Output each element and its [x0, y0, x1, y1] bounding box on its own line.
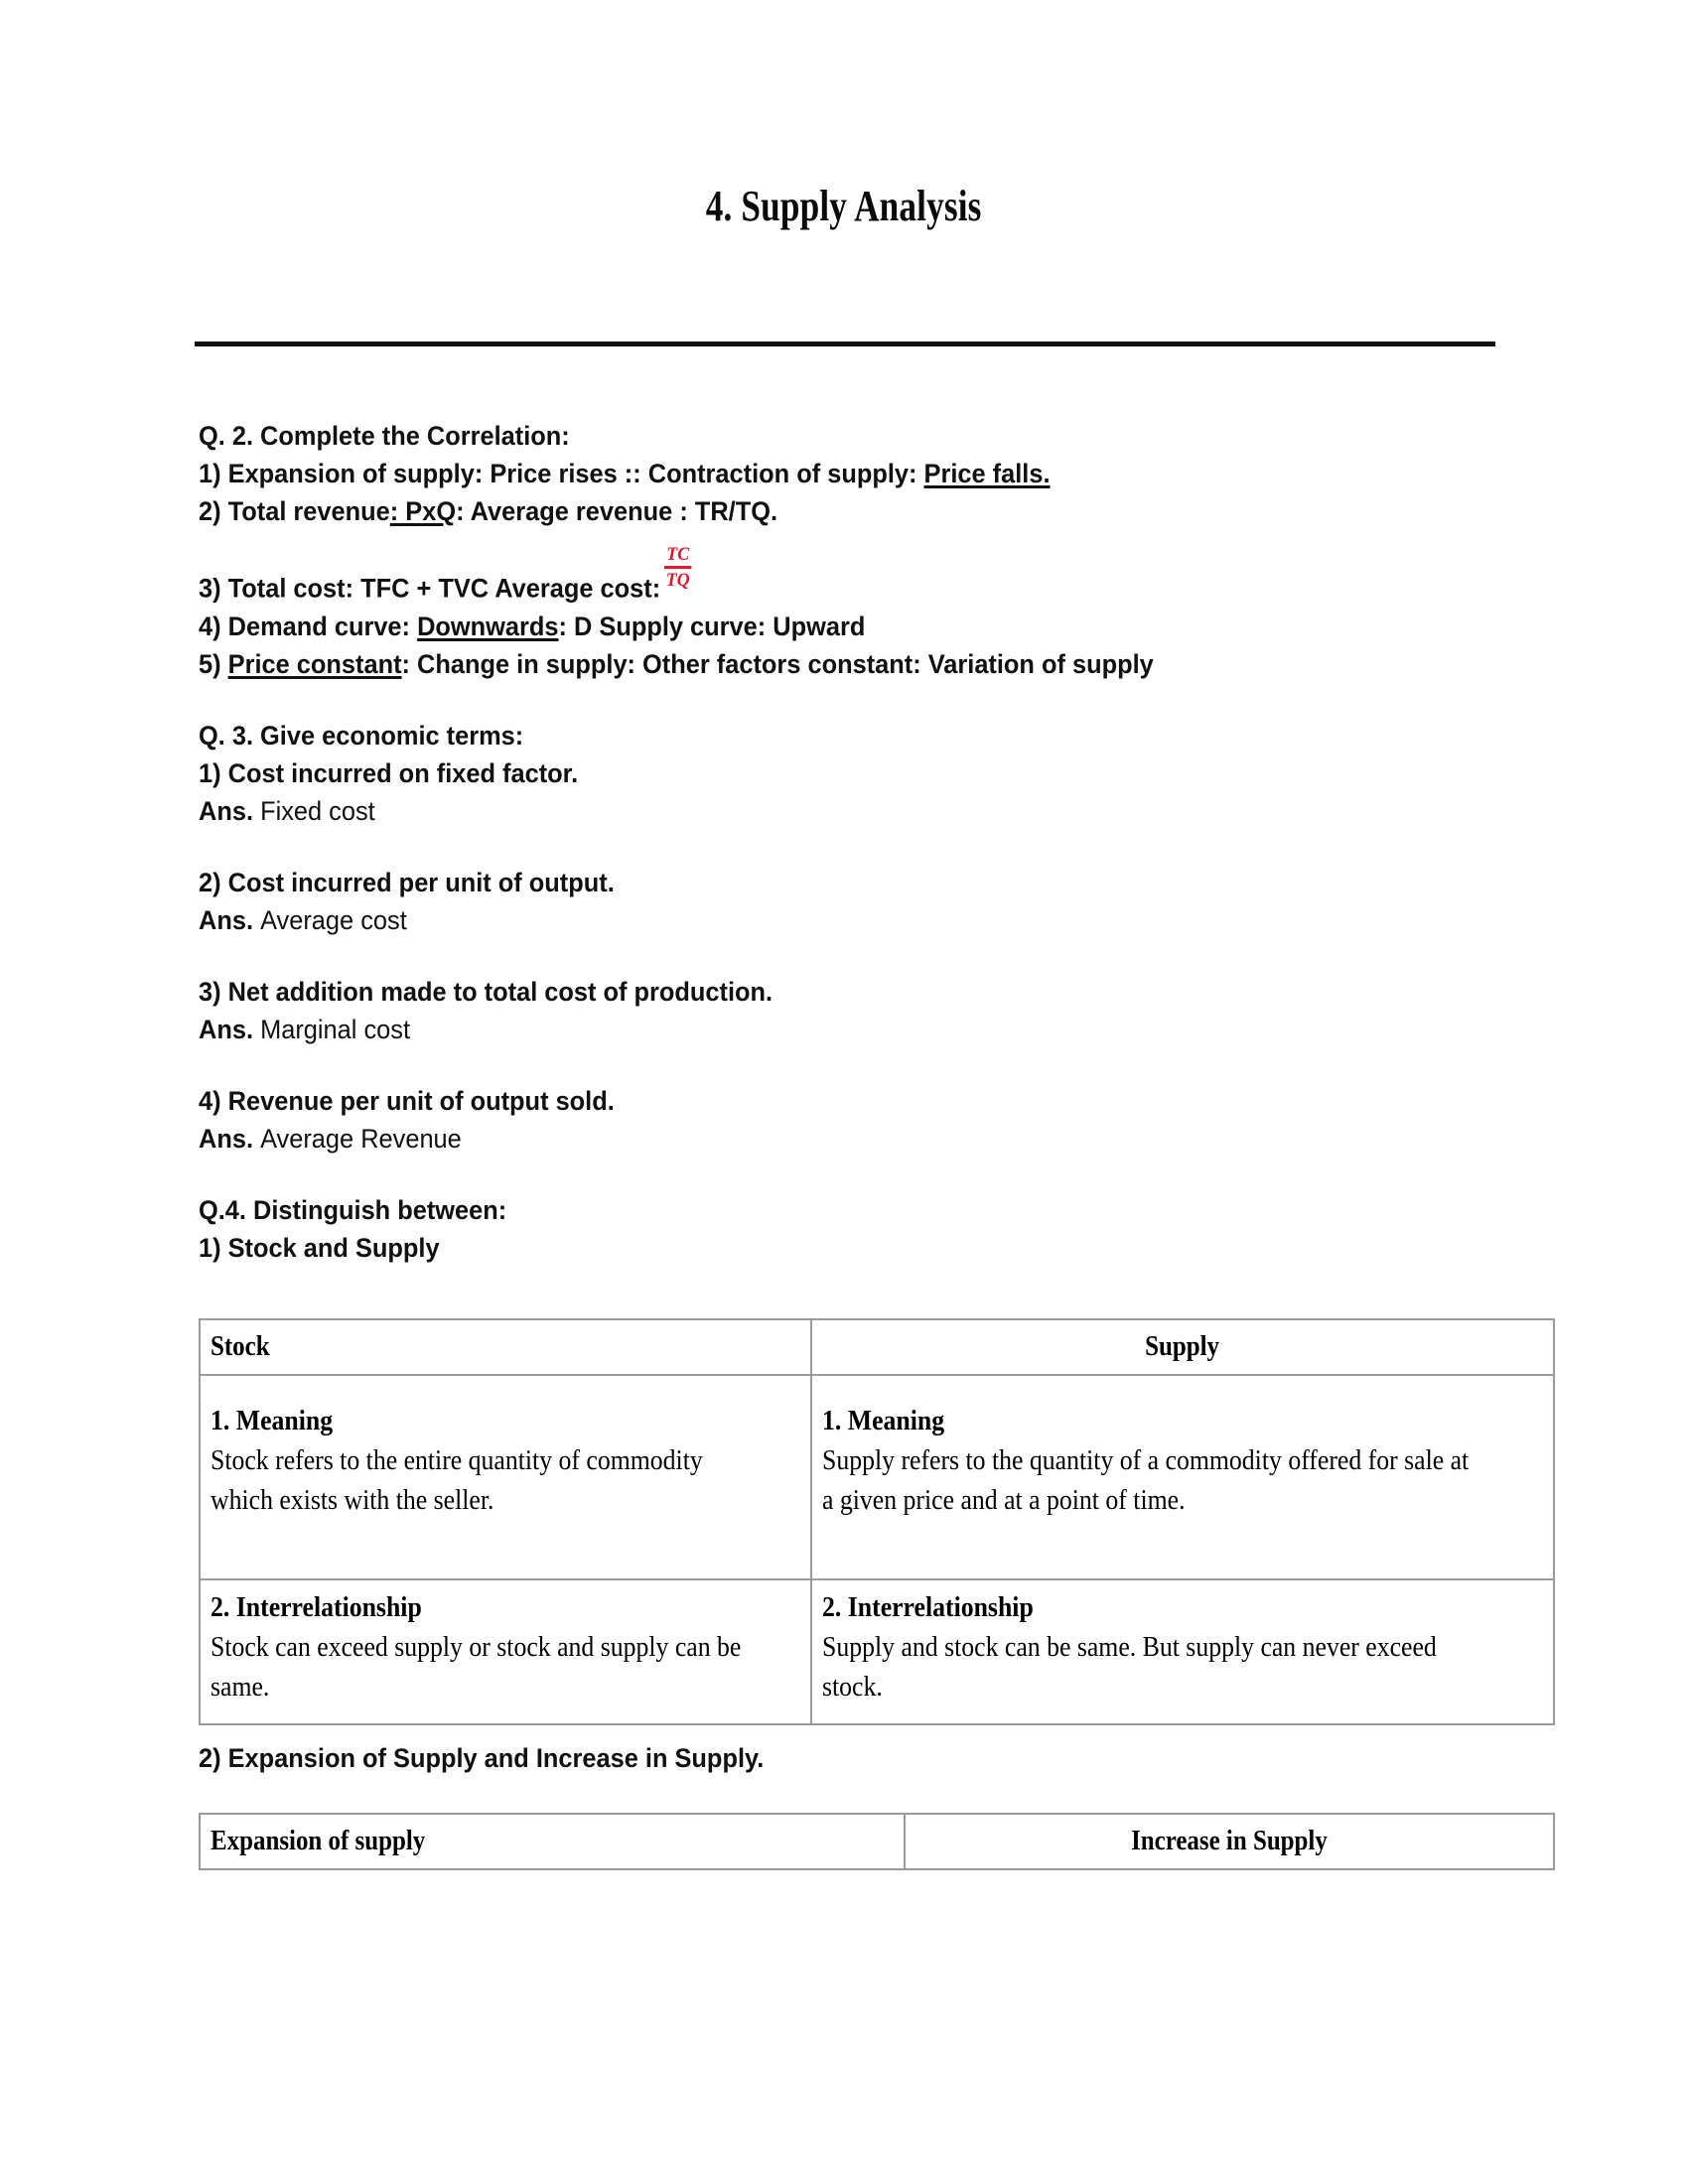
q2-item-2-answer: : PxQ [389, 496, 457, 526]
q2-item-4-number: 4) [199, 611, 221, 641]
q2-item-5-post: : Change in supply: Other factors constant: Variation of supply [401, 648, 1154, 679]
spacer [199, 683, 1509, 717]
q3-item-2-text: Cost incurred per unit of output. [227, 867, 615, 897]
table-header-supply-label: Supply [1145, 1330, 1220, 1362]
q2-item-2-post: : Average revenue : TR/TQ. [456, 496, 778, 526]
table-header-supply [811, 1319, 1554, 1375]
table-expansion-and-increase [199, 1813, 1555, 1870]
spacer [199, 1048, 1509, 1082]
q3-item-3-ans-label: Ans. [199, 1014, 254, 1044]
cell-text: Supply refers to the quantity of a commodity offered for sale at a given price and at a point of time. [822, 1445, 1470, 1516]
q3-item-3-text: Net addition made to total cost of production. [227, 976, 774, 1007]
q4-heading: Q.4. Distinguish between: [199, 1194, 507, 1225]
table-cell-supply-meaning [811, 1375, 1554, 1579]
q4-subheading-1: 1) Stock and Supply [199, 1232, 440, 1263]
q3-item-1-answer: Fixed cost [260, 795, 375, 826]
q3-item-3-question [199, 973, 1431, 1011]
table-stock-and-supply [199, 1318, 1555, 1725]
table-row [200, 1579, 1554, 1724]
cell-title: 2. Interrelationship [211, 1592, 422, 1623]
table-header-increase-label: Increase in Supply [1131, 1825, 1328, 1856]
table-cell-stock-interrelationship [200, 1579, 811, 1724]
fraction-bar [664, 566, 692, 569]
cell-title: 1. Meaning [211, 1406, 334, 1436]
spacer [199, 830, 1509, 864]
q3-item-4-answer-line [199, 1120, 1431, 1158]
cell-title: 1. Meaning [822, 1406, 945, 1436]
q2-item-3 [199, 544, 1431, 608]
spacer [199, 1158, 1509, 1191]
q2-item-5-number: 5) [199, 648, 221, 679]
q3-item-3-number: 3) [199, 976, 221, 1007]
q3-item-3-answer: Marginal cost [260, 1014, 411, 1044]
q3-item-4-question [199, 1082, 1431, 1120]
q3-item-3-answer-line [199, 1011, 1431, 1048]
q2-item-1-text: Expansion of supply: Price rises :: Contraction of supply: [227, 459, 917, 488]
q2-item-3-text: Total cost: TFC + TVC Average cost: [227, 573, 661, 604]
q2-item-4-answer: Downwards [417, 611, 559, 641]
q3-item-4-text: Revenue per unit of output sold. [227, 1085, 615, 1116]
page-title: 4. Supply Analysis [706, 182, 982, 230]
q2-heading: Q. 2. Complete the Correlation: [199, 421, 570, 451]
q2-item-2-number: 2) [199, 496, 221, 526]
table-header-stock-label: Stock [211, 1330, 270, 1362]
q3-item-2-question [199, 864, 1431, 901]
cell-text: Supply and stock can be same. But supply can never exceed stock. [822, 1632, 1437, 1703]
q3-item-2-answer: Average cost [260, 904, 407, 935]
fraction-denominator: TQ [665, 569, 690, 591]
document-body [199, 417, 1509, 1267]
table-row [200, 1375, 1554, 1579]
table-header-increase-in-supply [905, 1814, 1554, 1869]
table-cell-supply-interrelationship [811, 1579, 1554, 1724]
q3-item-2-ans-label: Ans. [199, 904, 254, 935]
q2-item-4 [199, 608, 1431, 645]
title-divider [195, 341, 1495, 346]
cell-text: Stock can exceed supply or stock and supply can be same. [211, 1632, 742, 1703]
q2-item-2-text: Total revenue [227, 496, 390, 526]
q2-item-5-answer: Price constant [227, 648, 402, 679]
q3-item-1-text: Cost incurred on fixed factor. [227, 757, 579, 788]
q2-item-4-text: Demand curve: [227, 611, 411, 641]
spacer [199, 939, 1509, 973]
q4-subheading-2: 2) Expansion of Supply and Increase in Supply. [199, 1743, 765, 1773]
q3-item-4-ans-label: Ans. [199, 1123, 254, 1154]
q2-item-1-number: 1) [199, 459, 221, 488]
q3-item-4-answer: Average Revenue [260, 1123, 462, 1154]
q3-item-4-number: 4) [199, 1085, 221, 1116]
q3-item-1-question [199, 754, 1431, 792]
q3-item-1-answer-line [199, 792, 1431, 830]
q3-item-2-answer-line [199, 901, 1431, 939]
q3-item-1-ans-label: Ans. [199, 795, 254, 826]
q2-item-2 [199, 492, 1431, 530]
table-header-row [200, 1814, 1554, 1869]
fraction-numerator: TC [666, 544, 690, 565]
q3-item-2-number: 2) [199, 867, 221, 897]
q2-item-1-answer: Price falls. [923, 459, 1051, 488]
cell-title: 2. Interrelationship [822, 1592, 1034, 1623]
page-title-container [0, 181, 1688, 231]
table-cell-stock-meaning [200, 1375, 811, 1579]
q2-item-3-number: 3) [199, 573, 221, 604]
table-header-row [200, 1319, 1554, 1375]
q3-heading: Q. 3. Give economic terms: [199, 720, 524, 751]
tc-over-tq-fraction [664, 544, 692, 591]
q3-item-1-number: 1) [199, 757, 221, 788]
q2-item-4-post: : D Supply curve: Upward [558, 611, 866, 641]
table-header-stock [200, 1319, 811, 1375]
q2-item-1 [199, 455, 1431, 492]
q2-item-5 [199, 645, 1431, 683]
table-header-expansion-of-supply [200, 1814, 905, 1869]
table-header-expansion-label: Expansion of supply [211, 1825, 426, 1856]
cell-text: Stock refers to the entire quantity of commodity which exists with the seller. [211, 1445, 703, 1516]
